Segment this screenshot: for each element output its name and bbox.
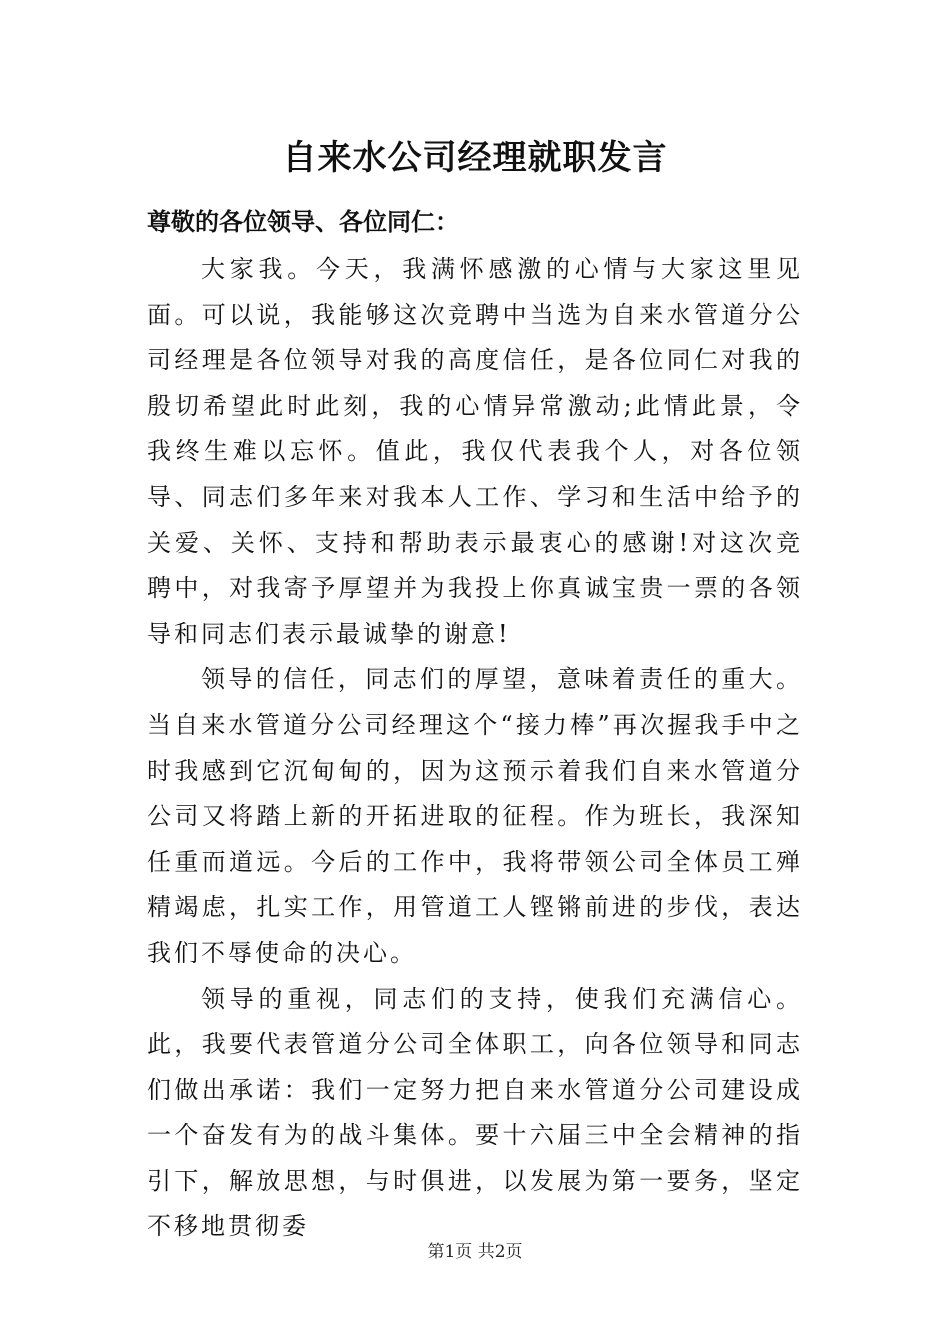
salutation: 尊敬的各位领导、各位同仁： (147, 207, 459, 236)
document-body (147, 247, 803, 1250)
document-title: 自来水公司经理就职发言 (282, 138, 668, 178)
page-footer: 第1页 共2页 (427, 1242, 523, 1262)
paragraph-2: 领导的信任，同志们的厚望，意味着责任的重大。当自来水管道分公司经理这个“接力棒”再次握我手中之时我感到它沉甸甸的，因为这预示着我们自来水管道分公司又将踏上新的开拓进取的征程。作为班长，我深知任重而道远。今后的工作中，我将带领公司全体员工殚精竭虑，扎实工作，用管道工人铿锵前进的步伐，表达我们不辱使命的决心。 (147, 665, 803, 967)
paragraph-1: 大家我。今天，我满怀感激的心情与大家这里见面。可以说，我能够这次竞聘中当选为自来水管道分公司经理是各位领导对我的高度信任，是各位同仁对我的殷切希望此时此刻，我的心情异常激动;此情此景，令我终生难以忘怀。值此，我仅代表我个人，对各位领导、同志们多年来对我本人工作、学习和生活中给予的关爱、关怀、支持和帮助表示最衷心的感谢!对这次竞聘中，对我寄予厚望并为我投上你真诚宝贵一票的各领导和同志们表示最诚挚的谢意! (147, 255, 803, 648)
paragraph-3: 领导的重视，同志们的支持，使我们充满信心。此，我要代表管道分公司全体职工，向各位领导和同志们做出承诺：我们一定努力把自来水管道分公司建设成一个奋发有为的战斗集体。要十六届三中全会精神的指引下，解放思想，与时俱进，以发展为第一要务，坚定不移地贯彻委 (147, 984, 803, 1241)
